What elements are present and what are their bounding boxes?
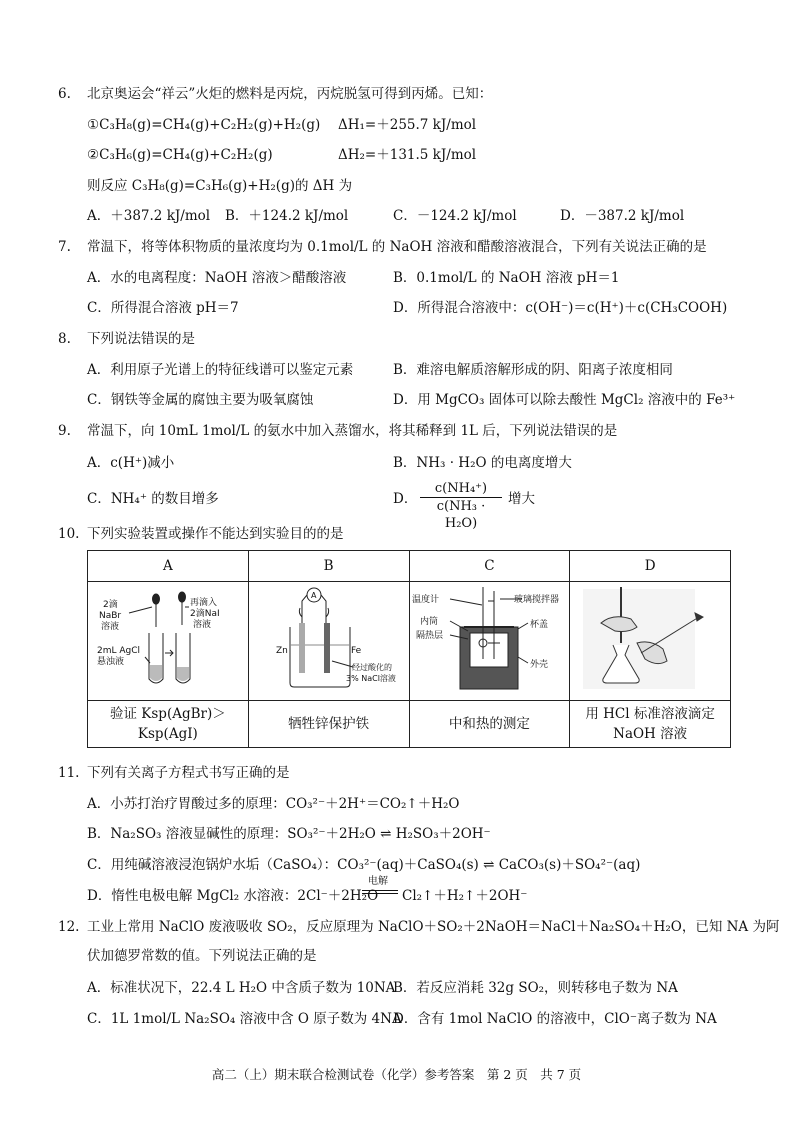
figure-label: 2mL AgCl — [96, 646, 140, 656]
concentration-ratio-fraction — [420, 480, 502, 532]
option-d: D．－387.2 kJ/mol — [560, 208, 685, 224]
option-b: B．Na₂SO₃ 溶液显碱性的原理：SO₃²⁻＋2H₂O ⇌ H₂SO₃＋2OH⁻ — [87, 826, 491, 842]
page-footer: 高二（上）期末联合检测试卷（化学）参考答案 第 2 页 共 7 页 — [211, 1067, 582, 1082]
reaction-equation: ②C₃H₆(g)=CH₄(g)+C₂H₂(g) — [87, 147, 273, 163]
reaction-equals-sign — [362, 890, 398, 894]
inner-cup-label: 内筒 — [420, 617, 439, 627]
figure-label: 2滴 — [102, 600, 118, 610]
option-c: C．所得混合溶液 pH＝7 — [87, 300, 239, 316]
figure-label: NaBr — [98, 611, 121, 621]
option-b: B．＋124.2 kJ/mol — [225, 208, 349, 224]
caption-b: 牺牲锌保护铁 — [248, 701, 409, 748]
thermometer-label: 温度计 — [412, 595, 440, 605]
caption-a: 验证 Ksp(AgBr)＞Ksp(AgI) — [88, 701, 249, 748]
figure-label: 2滴NaI — [189, 609, 220, 619]
electrode-label-zn: Zn — [275, 646, 288, 656]
question-stem: 下列实验装置或操作不能达到实验目的的是 — [87, 526, 344, 542]
table-header-b: B — [248, 551, 409, 582]
question-number: 8. — [58, 331, 71, 347]
question-stem-continued: 伏加德罗常数的值。下列说法正确的是 — [87, 948, 317, 964]
fraction-denominator: c(NH₃ · H₂O) — [420, 497, 502, 532]
option-d: D．所得混合溶液中：c(OH⁻)＝c(H⁺)＋c(CH₃COOH) — [393, 300, 728, 316]
question-number: 10. — [58, 526, 80, 542]
figure-cell-d — [570, 582, 731, 701]
figure-cell-c — [409, 582, 570, 701]
question-stem: 下列有关离子方程式书写正确的是 — [87, 765, 290, 781]
option-b: B．难溶电解质溶解形成的阴、阳离子浓度相同 — [393, 362, 673, 378]
insulation-label: 隔热层 — [416, 631, 444, 641]
experiment-table — [87, 550, 731, 748]
figure-label: 溶液 — [192, 620, 211, 630]
figure-label: 溶液 — [100, 622, 119, 632]
shell-label: 外壳 — [530, 660, 549, 670]
option-c: C．－124.2 kJ/mol — [393, 208, 517, 224]
question-stem: 工业上常用 NaClO 废液吸收 SO₂，反应原理为 NaClO＋SO₂＋2NaOH＝NaCl＋Na₂SO₄＋H₂O，已知 NA 为阿 — [87, 919, 780, 935]
question-ask: 则反应 C₃H₈(g)=C₃H₆(g)+H₂(g)的 ΔH 为 — [87, 178, 353, 194]
option-b: B．若反应消耗 32g SO₂，则转移电子数为 NA — [393, 980, 678, 996]
option-a: A．标准状况下，22.4 L H₂O 中含质子数为 10NA — [87, 980, 396, 996]
option-a: A．小苏打治疗胃酸过多的原理：CO₃²⁻＋2H⁺＝CO₂↑＋H₂O — [87, 796, 460, 812]
question-stem: 常温下，将等体积物质的量浓度均为 0.1mol/L 的 NaOH 溶液和醋酸溶液混合，下列有关说法正确的是 — [87, 239, 707, 255]
caption-d-line1: 用 HCl 标准溶液滴定 — [585, 706, 715, 722]
caption-d-line2: NaOH 溶液 — [613, 726, 688, 742]
question-number: 6. — [58, 86, 71, 102]
solution-label: 经过酸化的 — [351, 663, 392, 672]
option-a: A．水的电离程度：NaOH 溶液＞醋酸溶液 — [87, 270, 347, 286]
option-d: D．用 MgCO₃ 固体可以除去酸性 MgCl₂ 溶液中的 Fe³⁺ — [393, 392, 736, 408]
solution-label: 3% NaCl溶液 — [345, 674, 396, 683]
question-number: 11. — [58, 765, 80, 781]
option-a: A．利用原子光谱上的特征线谱可以鉴定元素 — [87, 362, 354, 378]
option-d: D．含有 1mol NaClO 的溶液中，ClO⁻离子数为 NA — [393, 1011, 717, 1027]
question-stem: 北京奥运会“祥云”火炬的燃料是丙烷，丙烷脱氢可得到丙烯。已知： — [87, 86, 493, 102]
question-number: 12. — [58, 919, 80, 935]
figure-cell-a — [88, 582, 249, 701]
caption-c: 中和热的测定 — [409, 701, 570, 748]
question-number: 9. — [58, 423, 71, 439]
calorimeter-figure — [410, 583, 568, 695]
titration-figure — [571, 583, 729, 695]
question-number: 7. — [58, 239, 71, 255]
fraction-numerator: c(NH₄⁺) — [434, 481, 488, 496]
galvanic-cell-figure — [250, 583, 408, 695]
lid-label: 杯盖 — [530, 620, 549, 630]
question-stem: 常温下，向 10mL 1mol/L 的氨水中加入蒸馏水，将其稀释到 1L 后，下列说法错误的是 — [87, 423, 618, 439]
question-stem: 下列说法错误的是 — [87, 331, 195, 347]
fraction-suffix: 增大 — [508, 491, 535, 507]
option-c: C．1L 1mol/L Na₂SO₄ 溶液中含 O 原子数为 4NA — [87, 1011, 402, 1027]
option-a: A．c(H⁺)减小 — [87, 455, 175, 471]
stirrer-label: 玻璃搅拌器 — [514, 595, 560, 605]
table-header-d: D — [570, 551, 731, 582]
figure-cell-b — [248, 582, 409, 701]
figure-label: 再滴入 — [189, 598, 217, 608]
option-c: C．用纯碱溶液浸泡锅炉水垢（CaSO₄）：CO₃²⁻(aq)＋CaSO₄(s) ⇌ CaCO₃(s)＋SO₄²⁻(aq) — [87, 857, 641, 873]
reaction-equation: ①C₃H₈(g)=CH₄(g)+C₂H₂(g)+H₂(g) — [87, 117, 321, 133]
option-d-products: Cl₂↑＋H₂↑＋2OH⁻ — [402, 888, 528, 904]
test-tube-figure — [89, 583, 247, 695]
option-c: C．NH₄⁺ 的数目增多 — [87, 491, 219, 507]
figure-label: 悬浊液 — [96, 657, 124, 667]
ammeter-label: A — [310, 591, 317, 600]
enthalpy-value: ΔH₂=＋131.5 kJ/mol — [338, 147, 477, 163]
option-a: A．＋387.2 kJ/mol — [87, 208, 211, 224]
option-d: D． — [393, 491, 418, 507]
option-b: B．0.1mol/L 的 NaOH 溶液 pH＝1 — [393, 270, 620, 286]
table-header-a: A — [88, 551, 249, 582]
enthalpy-value: ΔH₁=＋255.7 kJ/mol — [338, 117, 477, 133]
electrode-label-fe: Fe — [350, 646, 361, 656]
electrolysis-condition: 电解 — [368, 876, 388, 887]
option-d: D．惰性电极电解 MgCl₂ 水溶液：2Cl⁻＋2H₂O — [87, 888, 379, 904]
caption-d — [570, 701, 731, 748]
option-b: B．NH₃ · H₂O 的电离度增大 — [393, 455, 572, 471]
table-header-c: C — [409, 551, 570, 582]
option-c: C．钢铁等金属的腐蚀主要为吸氧腐蚀 — [87, 392, 314, 408]
